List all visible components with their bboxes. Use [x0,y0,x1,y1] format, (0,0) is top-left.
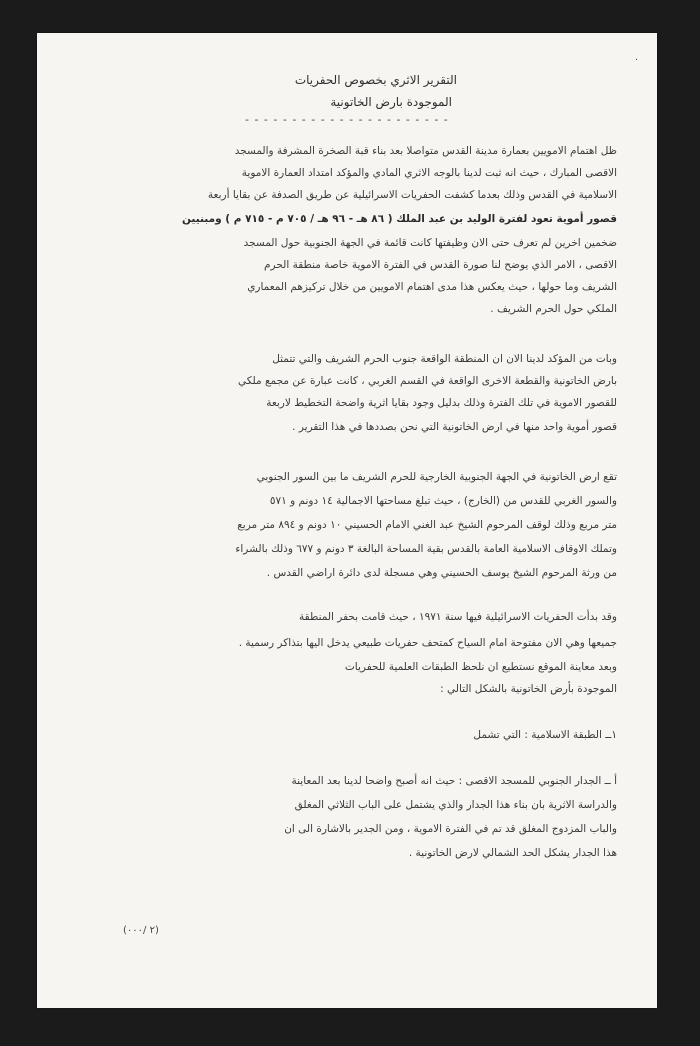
paragraph-line: قصور أموية واحد منها في ارض الخاتونية التي نحن بصددها في هذا التقرير . [292,421,617,433]
paragraph-line: من ورثة المرحوم الشيخ يوسف الحسيني وهي مسجلة لدى دائرة اراضي القدس . [266,567,617,579]
paragraph-line: الموجودة بأرض الخاتونية بالشكل التالي : [440,683,617,695]
paragraph-line: الاسلامية في القدس وذلك بعدما كشفت الحفريات الاسرائيلية عن طريق الصدفة عن بقايا أربعة [207,189,617,201]
paragraph-line: والسور الغربي للقدس من (الخارج) ، حيث تبلغ مساحتها الاجمالية ١٤ دونم و ٥٧١ [269,495,617,507]
paragraph-line: جميعها وهي الان مفتوحة امام السياح كمتحف حفريات طبيعي يدخل اليها بتذاكر رسمية . [238,637,617,649]
paragraph-line: والباب المزدوج المغلق قد تم في الفترة الاموية ، ومن الجدير بالاشارة الى ان [284,823,617,835]
paragraph-line: هذا الجدار يشكل الحد الشمالي لارض الخاتونية . [408,847,617,859]
paragraph-line: الاقصى المبارك ، حيث انه ثبت لدينا بالوجه الاثري المادي والمؤكد امتداد العمارة الاموية [241,167,617,179]
title-line-1: التقرير الاثري بخصوص الحفريات [294,73,457,87]
paragraph-line: ضخمين اخرين لم تعرف حتى الان وظيفتها كانت قائمة في الجهة الجنوبية حول المسجد [243,237,617,249]
paragraph-line: الاقصى ، الامر الذي يوضح لنا صورة القدس في الفترة الاموية خاصة منطقة الحرم [264,259,617,271]
title-line-2: الموجودة بارض الخاتونية [330,95,452,109]
paragraph-line: وبعد معاينة الموقع نستطيع ان نلحظ الطبقات العلمية للحفريات [344,661,617,673]
paragraph-line: وبات من المؤكد لدينا الان ان المنطقة الواقعة جنوب الحرم الشريف والتي تتمثل [272,353,617,365]
paragraph-line: بارض الخاتونية والقطعة الاخرى الواقعة في القسم الغربي ، كانت عبارة عن مجمع ملكي [237,375,617,387]
paragraph-line: متر مربع وذلك لوقف المرحوم الشيخ عبد الغني الامام الحسيني ١٠ دونم و ٨٩٤ متر مربع [237,519,617,531]
document-page [37,33,657,1008]
paragraph-line: الملكي حول الحرم الشريف . [490,303,617,315]
paragraph-line: وقد بدأت الحفريات الاسرائيلية فيها سنة ١٩٧١ ، حيث قامت بحفر المنطقة [299,611,617,623]
paragraph-line-handwritten: قصور أموية تعود لفترة الوليد بن عبد الملك ( ٨٦ هـ - ٩٦ هـ / ٧٠٥ م - ٧١٥ م ) ومبنيين [181,213,617,225]
paragraph-line: وتملك الاوقاف الاسلامية العامة بالقدس بقية المساحة البالغة ٣ دونم و ٦٧٧ وذلك بالشراء [235,543,617,555]
section-heading: ١ــ الطبقة الاسلامية : التي تشمل [473,729,617,741]
corner-mark: ٠ [634,55,639,65]
title-rule: - - - - - - - - - - - - - - - - - - - - - - [245,113,449,126]
paragraph-line: أ ــ الجدار الجنوبي للمسجد الاقصى : حيث انه أصبح واضحا لدينا بعد المعاينة [291,775,617,787]
paragraph-line: للقصور الاموية في تلك الفترة وذلك بدليل وجود بقايا اثرية واضحة التخطيط لاربعة [266,397,617,409]
page-footer-code: (٢ /٠٠٠) [123,925,159,936]
paragraph-line: ظل اهتمام الامويين بعمارة مدينة القدس متواصلا بعد بناء قبة الصخرة المشرفة والمسجد [234,145,617,157]
paragraph-line: والدراسة الاثرية بان بناء هذا الجدار والذي يشتمل على الباب الثلاثي المغلق [294,799,617,811]
paragraph-line: تقع ارض الخاتونية في الجهة الجنوبية الخارجية للحرم الشريف ما بين السور الجنوبي [256,471,617,483]
paragraph-line: الشريف وما حولها ، حيث يعكس هذا مدى اهتمام الامويين من خلال تركيزهم المعماري [247,281,617,293]
